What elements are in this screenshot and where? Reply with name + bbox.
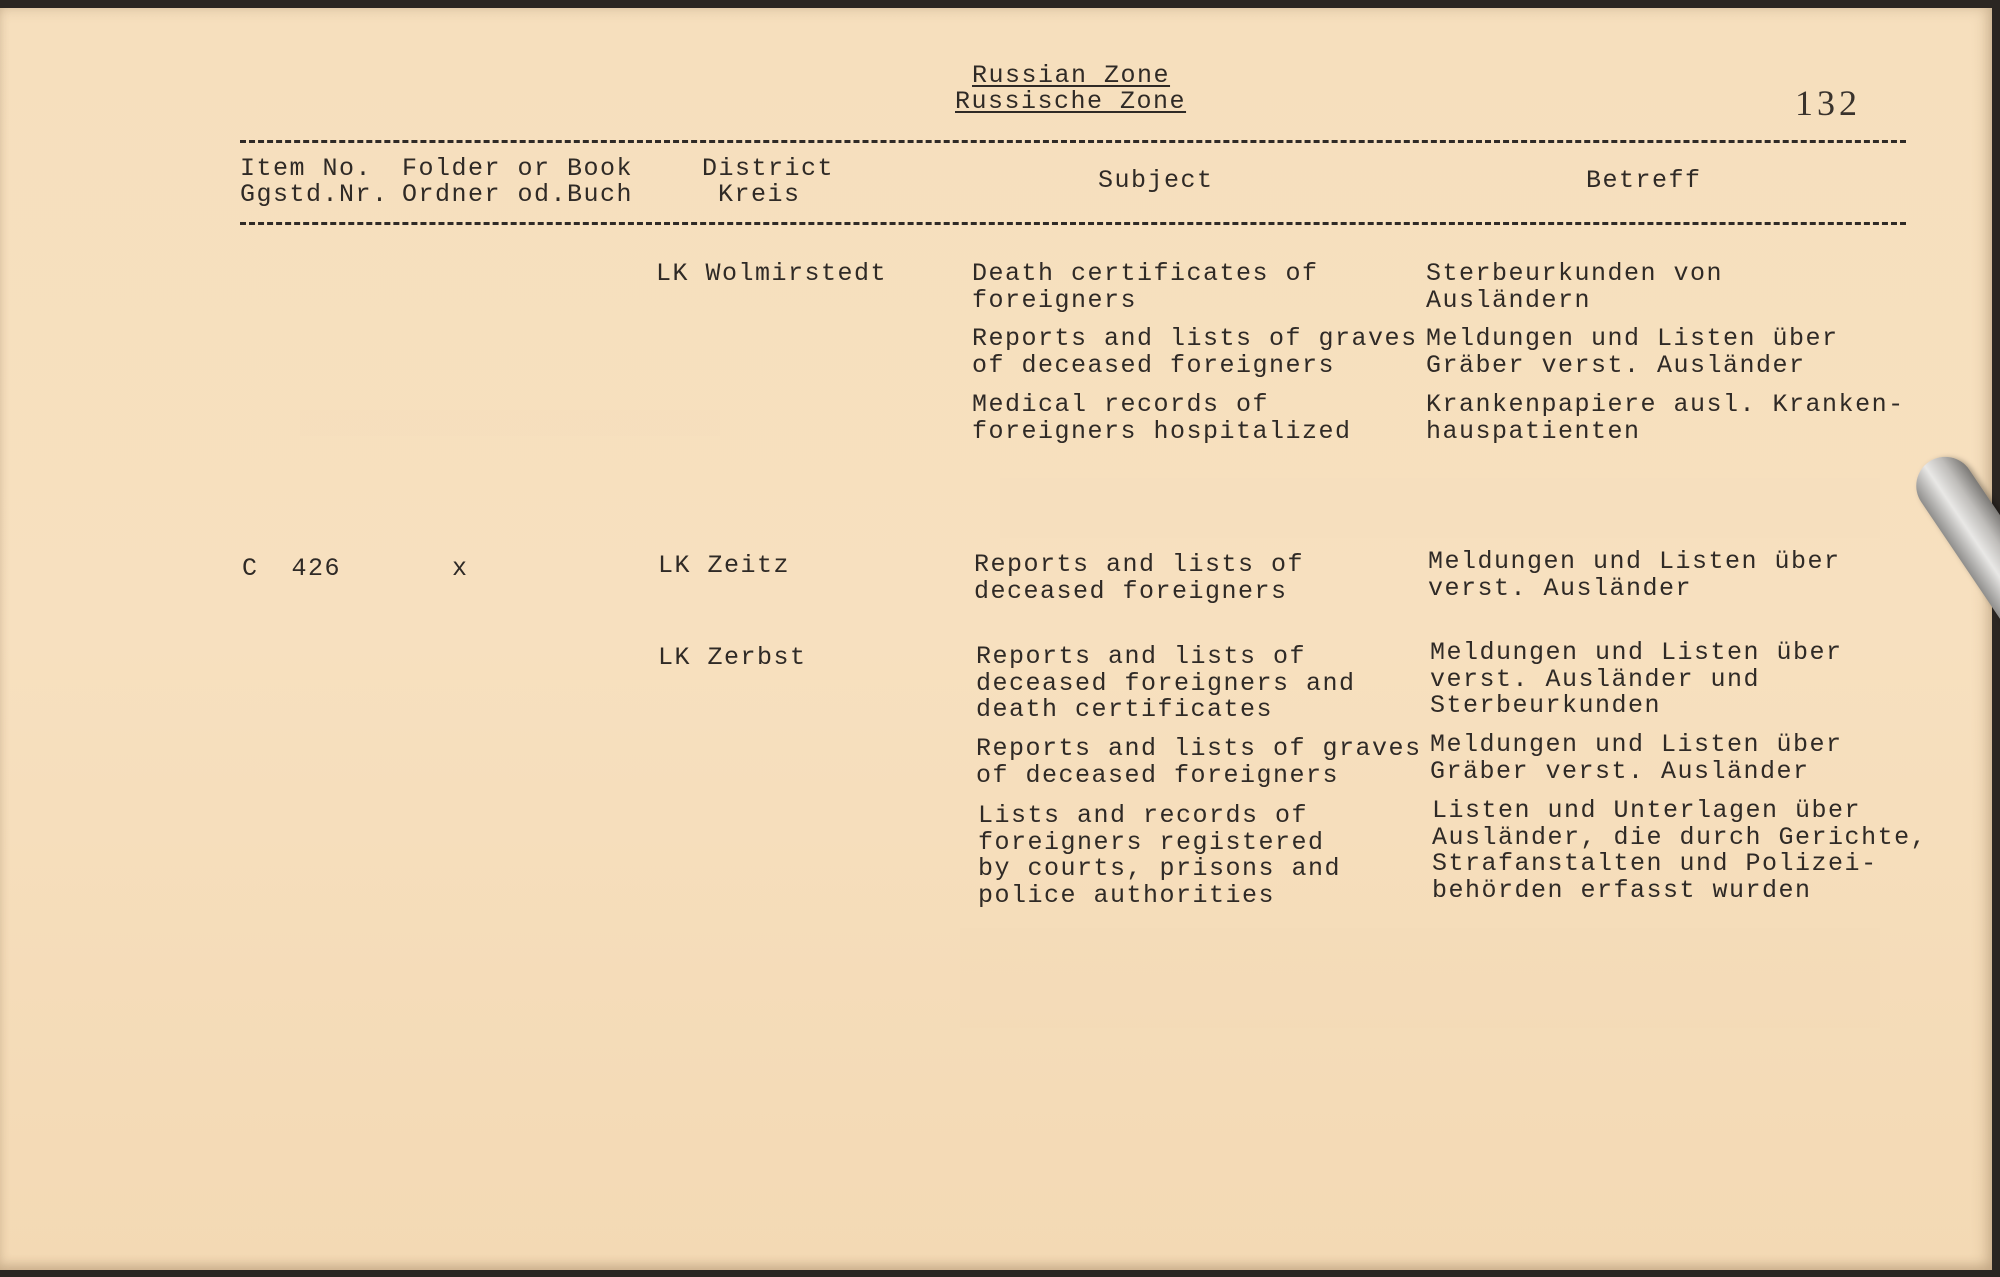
row-subject: Reports and lists of deceased foreigners — [974, 550, 1305, 606]
row-betreff: Meldungen und Listen über verst. Ausländer und Sterbeurkunden — [1430, 638, 1843, 720]
col-district-en: District — [702, 154, 835, 183]
col-folder-de: Ordner od.Buch — [402, 180, 634, 209]
zone-title-de: Russische Zone — [955, 87, 1187, 116]
tweezer-object — [1905, 446, 2000, 727]
row-subject: Reports and lists of graves of deceased foreigners — [976, 734, 1422, 790]
col-subject: Subject — [1098, 166, 1214, 195]
row-betreff: Meldungen und Listen über verst. Ausländer — [1428, 547, 1841, 603]
col-betreff: Betreff — [1586, 166, 1702, 195]
row-district: LK Zeitz — [658, 551, 791, 580]
row-betreff: Sterbeurkunden von Ausländern — [1426, 259, 1724, 315]
row-district: LK Wolmirstedt — [656, 259, 888, 288]
col-item-de: Ggstd.Nr. — [240, 180, 389, 209]
row-subject: Reports and lists of deceased foreigners and death certificates — [976, 642, 1356, 724]
bleed-through — [1000, 478, 1880, 538]
row-district: LK Zerbst — [658, 643, 807, 672]
row-betreff: Krankenpapiere ausl. Kranken- hauspatienten — [1426, 390, 1905, 446]
row-subject: Lists and records of foreigners registered by courts, prisons and police authorities — [978, 801, 1342, 910]
row-betreff: Meldungen und Listen über Gräber verst. Ausländer — [1426, 324, 1839, 380]
row-subject: Reports and lists of graves of deceased foreigners — [972, 324, 1418, 380]
col-item-en: Item No. — [240, 154, 373, 183]
row-betreff: Meldungen und Listen über Gräber verst. Ausländer — [1430, 730, 1843, 786]
document-page — [0, 8, 1992, 1270]
row-betreff: Listen und Unterlagen über Ausländer, die durch Gerichte, Strafanstalten und Polizei- behörden erfasst wurden — [1432, 796, 1928, 905]
header-bottom-rule — [240, 222, 1906, 225]
row-item-number: C 426 — [242, 554, 342, 583]
col-district-de: Kreis — [718, 180, 801, 209]
row-subject: Medical records of foreigners hospitalized — [972, 390, 1352, 446]
row-folder-mark: x — [452, 554, 469, 583]
bleed-through — [300, 410, 720, 436]
zone-title-en: Russian Zone — [972, 61, 1171, 90]
header-top-rule — [240, 140, 1906, 143]
col-folder-en: Folder or Book — [402, 154, 634, 183]
page-number: 132 — [1795, 83, 1861, 123]
bleed-through — [960, 928, 1880, 1028]
row-subject: Death certificates of foreigners — [972, 259, 1319, 315]
